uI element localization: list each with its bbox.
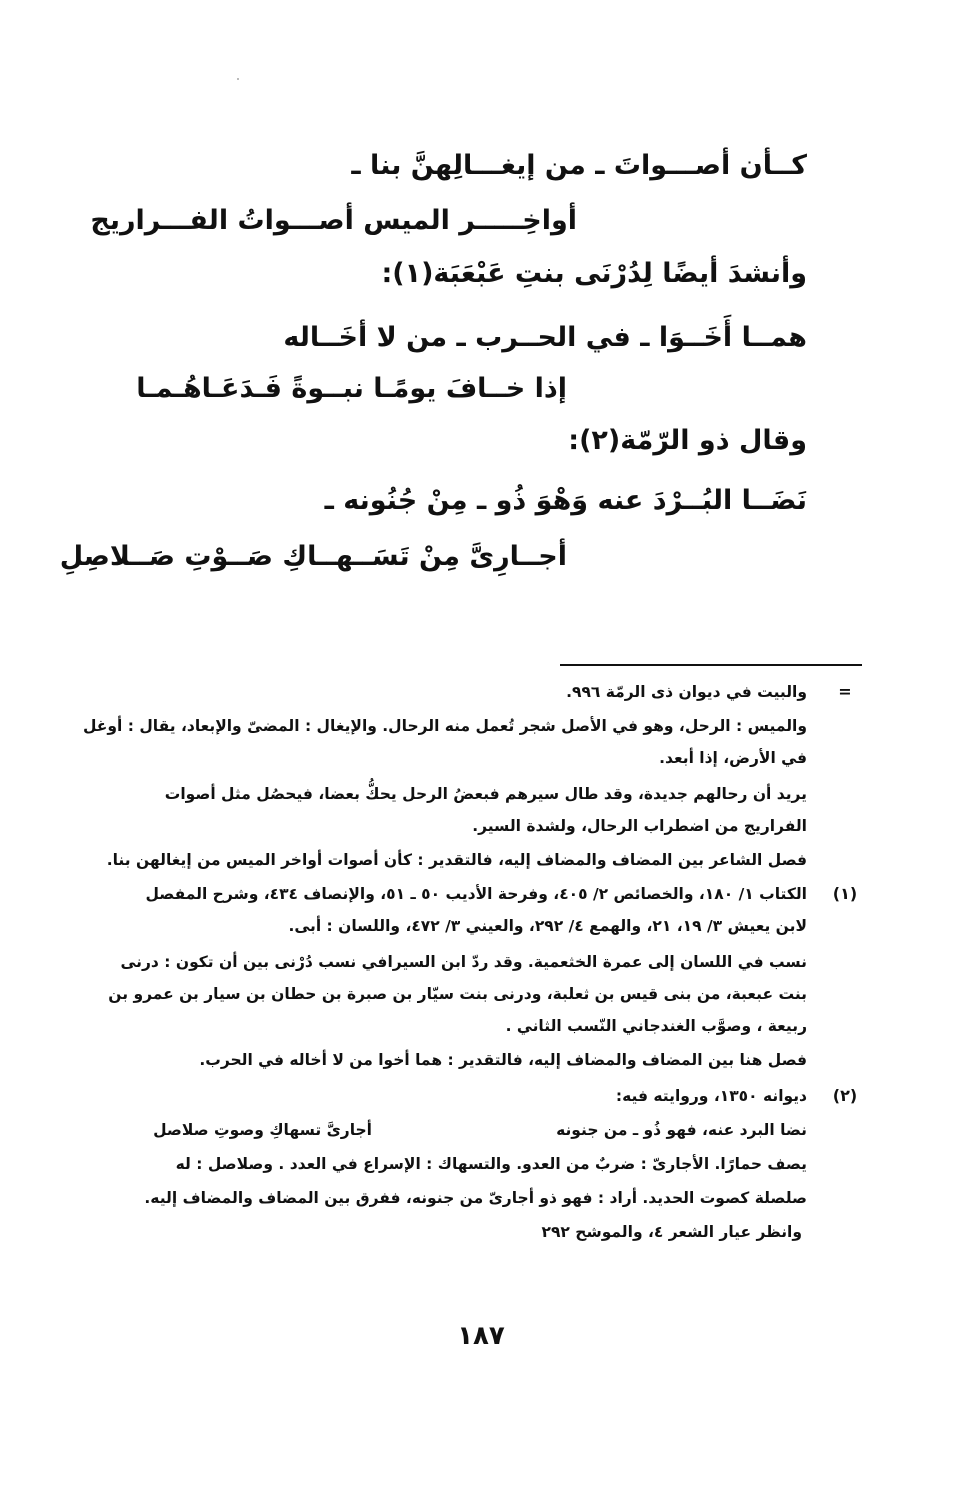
verse-line-8: أجــارِىَّ مِنْ تَسَــهــاكِ صَــوْتِ صَــلاصِلِ (59, 541, 567, 572)
scan-speck (237, 78, 239, 80)
footnote-1-marker: (١) (832, 884, 858, 903)
verse-intro-line-6: وقال ذو الرّمّة(٢): (568, 425, 807, 456)
footnote-1-line: لابن يعيش ٣/ ١٩، ٢١، والهمع ٤/ ٢٩٢، والعيني ٣/ ٤٧٢، واللسان : أبى. (288, 917, 807, 935)
footnote-line: يريد أن رحالهم جديدة، وقد طال سيرهم فبعضُ الرحل يحكُّ بعضا، فيحصُل مثل أصوات (164, 785, 807, 803)
footnote-line: والميس : الرحل، وهو في الأصل شجر تُعمل منه الرحال. والإيغال : المضىّ والإبعاد، يقال : أوغل (82, 717, 807, 735)
verse-intro-line-3: وأنشدَ أيضًا لِدُرْنَى بنتِ عَبْعَبَة(١): (381, 258, 807, 289)
footnote-2-line: يصف حمارًا. الأجارىّ : ضربٌ من العدو. والتسهاك : الإسراع في العدد . وصلاصل : له (175, 1155, 807, 1173)
footnote-line: والبيت في ديوان ذى الرمّة ٩٩٦. (566, 683, 807, 701)
verse-line-4: همــا أَخَــوَا ـ في الحــرب ـ من لا أخَــاله (283, 322, 807, 353)
footnote-separator (560, 664, 862, 666)
footnote-1-line: نسب في اللسان إلى عمرة الخثعمية. وقد ردّ ابن السيرافي نسب دُرْنى بين أن تكون : درنى (120, 953, 807, 971)
footnote-1-line: بنت عبعبة، من بنى قيس بن ثعلبة، ودرنى بنت سيّار بن صبرة بن حطان بن سيار بن عمرو بن (108, 985, 807, 1003)
footnote-1-line: ربيعة ، وصوَّب الغندجاني النّسب الثاني . (505, 1017, 807, 1035)
footnote-continuation-marker: = (838, 682, 852, 701)
verse-line-1: كــأن أصـــواتَ ـ من إيغـــالِهنَّ بنا ـ (351, 150, 807, 181)
footnote-2-marker: (٢) (832, 1086, 858, 1105)
footnote-2-line: صلصلة كصوت الحديد. أراد : فهو ذو أجارىّ من جنونه، ففرق بين المضاف والمضاف إليه. (144, 1189, 807, 1207)
verse-line-7: نَضَــا البُــرْدَ عنه وَهْوَ ذُو ـ مِنْ جُنُونه ـ (324, 485, 807, 516)
page-number: ١٨٧ (457, 1321, 505, 1351)
footnote-2-verse-second-hemistich: أجارىَّ تسهاكِ وصوتِ صلاصل (153, 1121, 372, 1139)
footnote-line: الفراريج من اضطراب الرحال، ولشدة السير. (472, 817, 807, 835)
footnote-2-verse-first-hemistich: نضا البرد عنه، فهو ذُو ـ من جنونه (556, 1121, 807, 1139)
footnote-1-line: الكتاب ١/ ١٨٠، والخصائص ٢/ ٤٠٥، وفرحة الأديب ٥٠ ـ ٥١، والإنصاف ٤٣٤، وشرح المفصل (145, 885, 807, 903)
footnote-line: في الأرض، إذا أبعد. (659, 749, 807, 767)
footnote-2-intro: ديوانه ١٣٥٠، وروايته فيه: (615, 1087, 807, 1105)
footnote-1-line: فصل هنا بين المضاف والمضاف إليه، فالتقدير : هما أخوا من لا أخاله في الحرب. (199, 1051, 807, 1069)
verse-line-5: إذا خــافَ يومًـا نبــوةً فَـدَعَـاهُـمـا (136, 373, 567, 404)
verse-line-2: أواخِـــــر الميس أصـــواتُ الفـــراريج (90, 205, 577, 236)
footnote-line: فصل الشاعر بين المضاف والمضاف إليه، فالتقدير : كأن أصوات أواخر الميس من إيغالهن بنا. (106, 851, 807, 869)
footnote-2-line: وانظر عيار الشعر ٤، والموشح ٢٩٢ (541, 1223, 802, 1241)
